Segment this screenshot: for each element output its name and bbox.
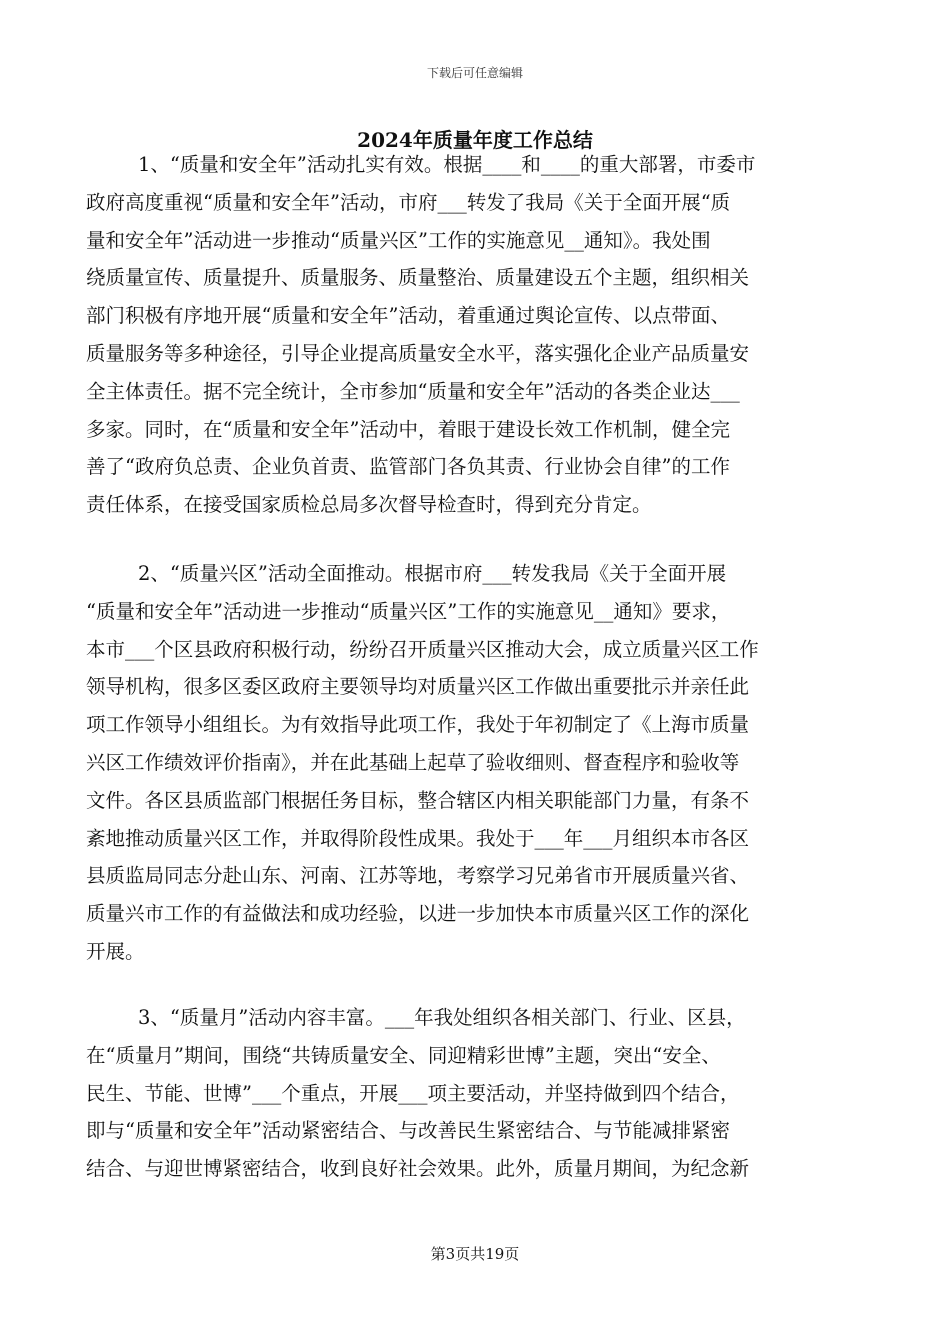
paragraph-line: 开展。 [86, 939, 145, 963]
paragraph-line: 量和安全年”活动进一步推动“质量兴区”工作的实施意见__通知》。我处围 [86, 228, 711, 252]
paragraph-line: 领导机构，很多区委区政府主要领导均对质量兴区工作做出重要批示并亲任此 [86, 675, 750, 699]
paragraph-line: 部门积极有序地开展“质量和安全年”活动，着重通过舆论宣传、以点带面、 [86, 304, 730, 328]
paragraph-line: 结合、与迎世博紧密结合，收到良好社会效果。此外，质量月期间，为纪念新 [86, 1157, 750, 1181]
paragraph-line: 质量兴市工作的有益做法和成功经验，以进一步加快本市质量兴区工作的深化 [86, 902, 750, 926]
document-title: 2024年质量年度工作总结 [357, 128, 593, 152]
paragraph-line: 质量服务等多种途径，引导企业提高质量安全水平，落实强化企业产品质量安 [86, 341, 750, 365]
paragraph-line: 民生、节能、世博”___个重点，开展___项主要活动，并坚持做到四个结合， [86, 1081, 740, 1105]
paragraph-line: 政府高度重视“质量和安全年”活动，市府___转发了我局《关于全面开展“质 [86, 190, 731, 214]
paragraph-line: 全主体责任。据不完全统计，全市参加“质量和安全年”活动的各类企业达___ [86, 379, 740, 403]
paragraph-line: 责任体系，在接受国家质检总局多次督导检查时，得到充分肯定。 [86, 493, 652, 517]
paragraph-line: 县质监局同志分赴山东、河南、江苏等地，考察学习兄弟省市开展质量兴省、 [86, 864, 750, 888]
paragraph-line: 多家。同时，在“质量和安全年”活动中，着眼于建设长效工作机制，健全完 [86, 417, 730, 441]
paragraph-line: 项工作领导小组组长。为有效指导此项工作，我处于年初制定了《上海市质量 [86, 713, 750, 737]
paragraph-2 [86, 555, 856, 971]
paragraph-line: 绕质量宣传、质量提升、质量服务、质量整治、质量建设五个主题，组织相关 [86, 266, 750, 290]
paragraph-line: 文件。各区县质监部门根据任务目标，整合辖区内相关职能部门力量，有条不 [86, 788, 750, 812]
paragraph-line: 2、“质量兴区”活动全面推动。根据市府___转发我局《关于全面开展 [138, 562, 727, 585]
paragraph-line: 本市___个区县政府积极行动，纷纷召开质量兴区推动大会，成立质量兴区工作 [86, 637, 759, 661]
paragraph-line: “质量和安全年”活动进一步推动“质量兴区”工作的实施意见__通知》要求， [86, 599, 731, 623]
paragraph-line: 善了“政府负总责、企业负首责、监管部门各负其责、行业协会自律”的工作 [86, 455, 730, 479]
header-note: 下载后可任意编辑 [426, 66, 523, 80]
paragraph-line: 紊地推动质量兴区工作，并取得阶段性成果。我处于___年___月组织本市各区 [86, 826, 750, 850]
page-footer: 第3页共19页 [430, 1245, 520, 1263]
paragraph-line: 兴区工作绩效评价指南》，并在此基础上起草了验收细则、督查程序和验收等 [86, 750, 740, 774]
paragraph-3 [86, 999, 856, 1188]
paragraph-line: 3、“质量月”活动内容丰富。___年我处组织各相关部门、行业、区县， [138, 1006, 746, 1029]
paragraph-line: 即与“质量和安全年”活动紧密结合、与改善民生紧密结合、与节能减排紧密 [86, 1119, 730, 1143]
paragraph-line: 在“质量月”期间，围绕“共铸质量安全、同迎精彩世博”主题，突出“安全、 [86, 1043, 721, 1067]
paragraph-1 [86, 146, 856, 524]
paragraph-line: 1、“质量和安全年”活动扎实有效。根据____和____的重大部署，市委市 [138, 153, 756, 176]
